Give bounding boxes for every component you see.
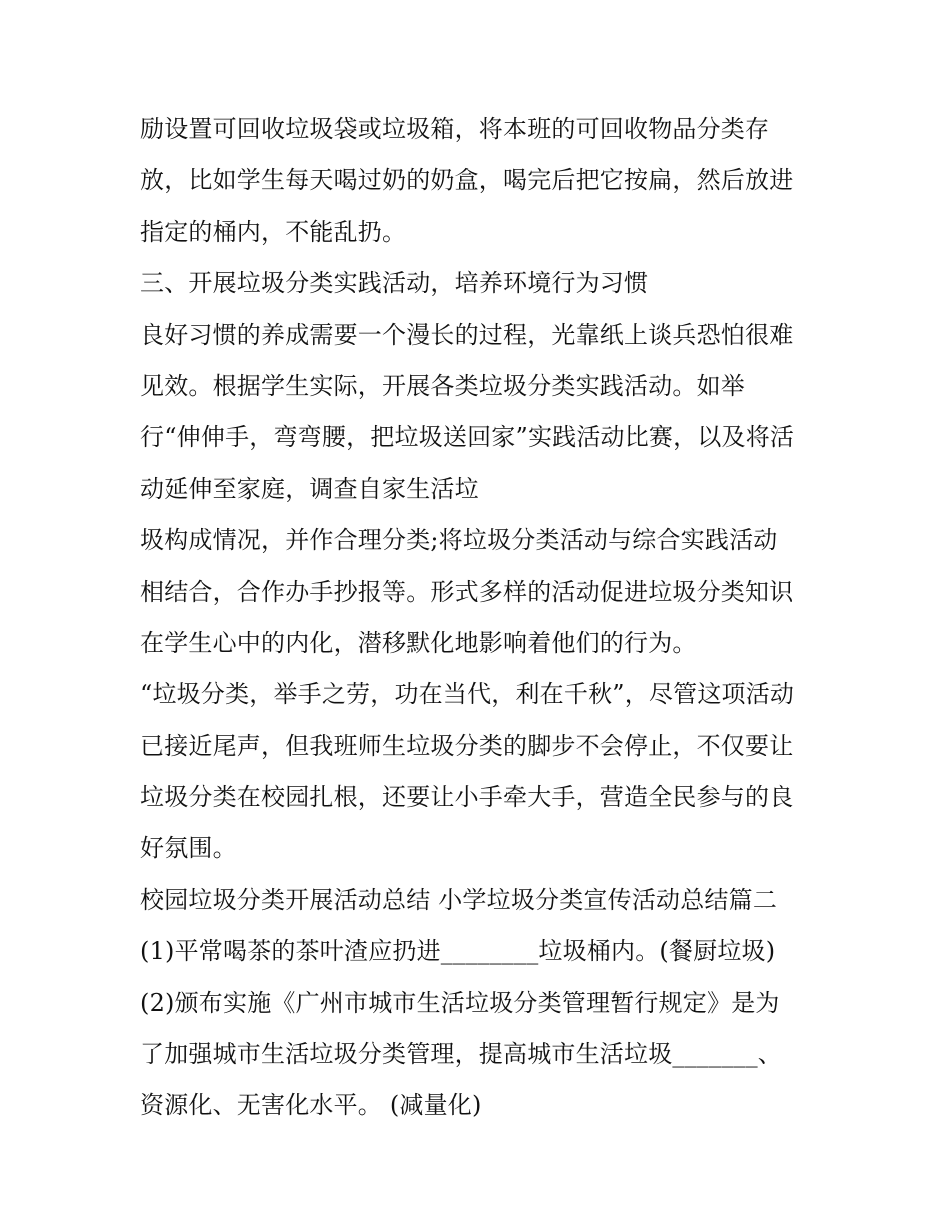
question-line: 了加强城市生活垃圾分类管理，提高城市生活垃圾_______、 [140, 1040, 782, 1069]
text-line: 已接近尾声，但我班师生垃圾分类的脚步不会停止，不仅要让 [140, 731, 794, 760]
text-line: 放，比如学生每天喝过奶的奶盒，喝完后把它按扁，然后放进 [140, 166, 794, 195]
text-line: 圾构成情况，并作合理分类;将垃圾分类活动与综合实践活动 [140, 526, 778, 555]
text-line: 好氛围。 [140, 834, 237, 863]
section-heading: 三、开展垃圾分类实践活动，培养环境行为习惯 [140, 269, 649, 298]
text-line: 相结合，合作办手抄报等。形式多样的活动促进垃圾分类知识 [140, 577, 794, 606]
question-line: 资源化、无害化水平。 (减量化) [140, 1091, 482, 1120]
text-line: 在学生心中的内化，潜移默化地影响着他们的行为。 [140, 628, 697, 657]
document-body [140, 104, 820, 1132]
question-line: (2)颁布实施《广州市城市生活垃圾分类管理暂行规定》是为 [140, 988, 780, 1017]
article-title: 校园垃圾分类开展活动总结 小学垃圾分类宣传活动总结篇二 [140, 885, 778, 914]
text-line: 见效。根据学生实际，开展各类垃圾分类实践活动。如举 [140, 371, 745, 400]
text-line: 动延伸至家庭，调查自家生活垃 [140, 474, 479, 503]
text-line: 励设置可回收垃圾袋或垃圾箱，将本班的可回收物品分类存 [140, 115, 770, 143]
text-line: 行“伸伸手，弯弯腰，把垃圾送回家”实践活动比赛，以及将活 [140, 423, 795, 452]
text-line: “垃圾分类，举手之劳，功在当代，利在千秋”，尽管这项活动 [140, 680, 795, 709]
text-line: 指定的桶内，不能乱扔。 [140, 217, 407, 246]
text-line: 良好习惯的养成需要一个漫长的过程，光靠纸上谈兵恐怕很难 [140, 320, 794, 349]
question-line: (1)平常喝茶的茶叶渣应扔进________垃圾桶内。(餐厨垃圾) [140, 937, 776, 966]
text-line: 垃圾分类在校园扎根，还要让小手牵大手，营造全民参与的良 [140, 783, 794, 812]
